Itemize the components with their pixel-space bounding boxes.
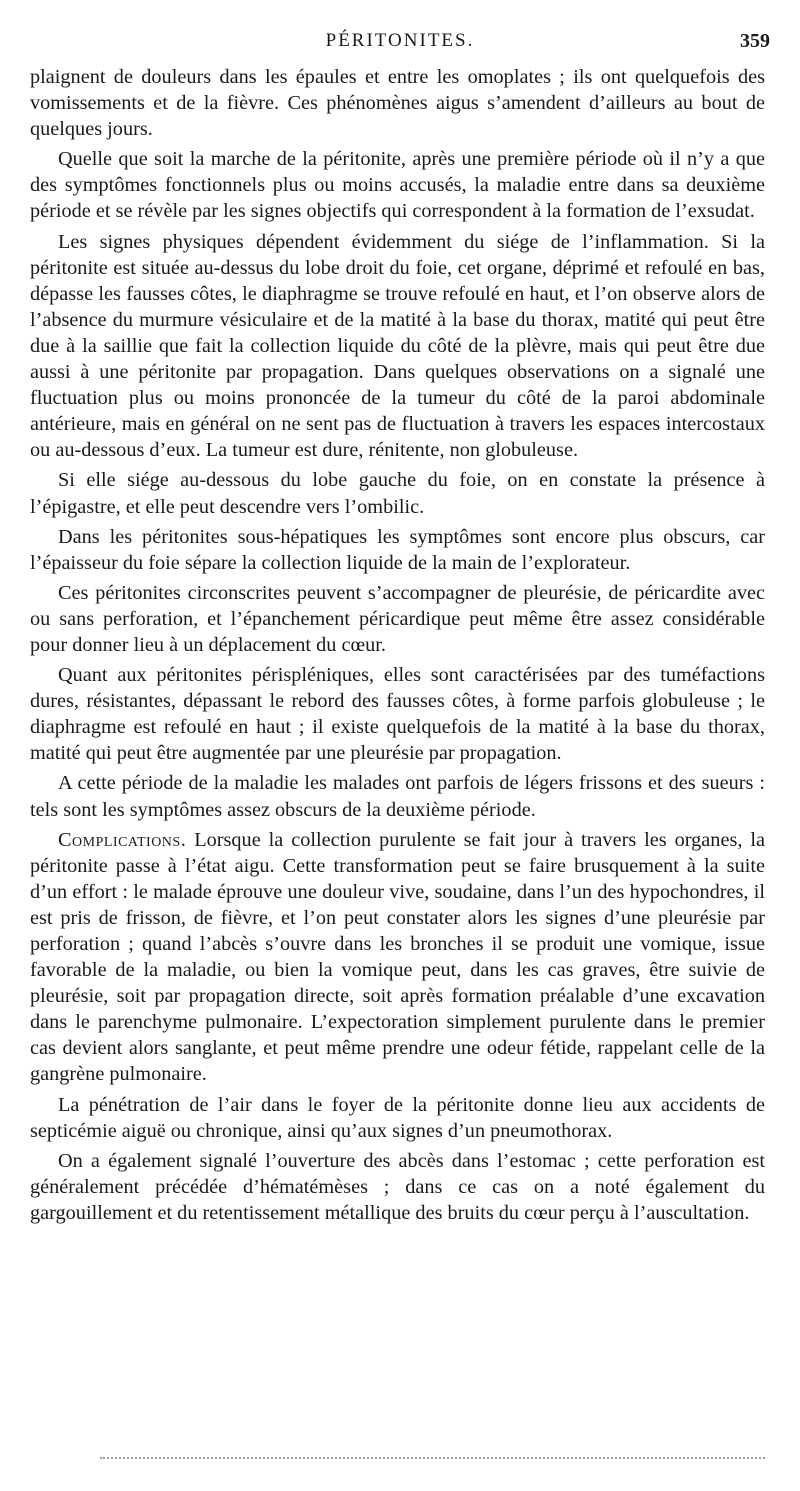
paragraph-continuation: plaignent de douleurs dans les épaules et entre les omoplates ; ils ont quelquefois des vomissements et de la fièvre. Ces phénomènes aigus s’amendent d’ailleurs au bout de quelques jours.: [30, 66, 765, 141]
paragraph-second-period: A cette période de la maladie les malades ont parfois de légers frissons et des sueurs : tels sont les symptômes assez obscurs de la deuxième période.: [30, 772, 765, 821]
paragraph-complications: [30, 827, 765, 1088]
paragraph-circumscribed: Ces péritonites circonscrites peuvent s’accompagner de pleurésie, de péricardite avec ou sans perforation, et l’épanchement péricardique peut même être assez considérable pour donner lieu à un déplacement du cœur.: [30, 581, 765, 656]
body-text: [30, 64, 765, 1230]
complications-heading: Complications.: [58, 828, 187, 851]
paragraph-course-of-disease: Quelle que soit la marche de la péritonite, après une première période où il n’y a que des symptômes fonctionnels plus ou moins accusés, la maladie entre dans sa deuxième période et se révèle par les signes objectifs qui correspondent à la formation de l’exsudat.: [30, 148, 765, 223]
complications-text: Lorsque la collection purulente se fait jour à travers les organes, la péritonite passe à l’état aigu. Cette transformation peut se faire brusquement à la suite d’un effort : le malade éprouve une douleur vive, soudaine, dans l’un des hypochondres, il est pris de frisson, de fièvre, et l’on peut constater alors les signes d’une pleurésie par perforation ; quand l’abcès s’ouvre dans les bronches il se produit une vomique, issue favorable de la maladie, ou bien la vomique peut, dans les cas graves, être suivie de pleurésie, soit par propagation directe, soit après formation préalable d’une excavation dans le parenchyme pulmonaire. L’expectoration simplement purulente dans le premier cas devient alors sanglante, et peut même prendre une odeur fétide, rappelant celle de la gangrène pulmonaire.: [30, 828, 765, 1086]
paragraph-subhepatic: Dans les péritonites sous-hépatiques les symptômes sont encore plus obscurs, car l’épaisseur du foie sépare la collection liquide de la main de l’explorateur.: [30, 525, 765, 574]
paragraph-physical-signs: Les signes physiques dépendent évidemment du siége de l’inflammation. Si la péritonite est située au-dessus du lobe droit du foie, cet organe, déprimé et refoulé en bas, dépasse les fausses côtes, le diaphragme se trouve refoulé en haut, et l’on observe alors de l’absence du murmure vésiculaire et de la matité à la base du thorax, matité qui peut être due à la saillie que fait la collection liquide du côté de la plèvre, mais qui peut être due aussi à une péritonite par propagation. Dans quelques observations on a signalé une fluctuation plus ou moins prononcée de la tumeur du côté de la paroi abdominale antérieure, mais en général on ne sent pas de fluctuation à travers les espaces intercostaux ou au-dessous d’eux. La tumeur est dure, rénitente, non globuleuse.: [30, 230, 765, 462]
running-head: [30, 30, 770, 56]
paragraph-perisplenic: Quant aux péritonites périspléniques, elles sont caractérisées par des tuméfactions dures, résistantes, dépassant le rebord des fausses côtes, à forme parfois globuleuse ; le diaphragme est refoulé en haut ; il existe quelquefois de la matité à la base du thorax, matité qui peut être augmentée par une pleurésie par propagation.: [30, 664, 765, 765]
footer-rule: [100, 1457, 765, 1459]
page-number: 359: [740, 30, 770, 52]
running-title: PÉRITONITES.: [325, 30, 475, 51]
paragraph-left-lobe: Si elle siége au-dessous du lobe gauche du foie, on en constate la présence à l’épigastre, et elle peut descendre vers l’ombilic.: [30, 469, 765, 518]
paragraph-air-penetration: La pénétration de l’air dans le foyer de la péritonite donne lieu aux accidents de septicémie aiguë ou chronique, ainsi qu’aux signes d’un pneumothorax.: [30, 1093, 765, 1142]
paragraph-stomach-opening: On a également signalé l’ouverture des abcès dans l’estomac ; cette perforation est généralement précédée d’hématémèses ; dans ce cas on a noté également du gargouillement et du retentissement métallique des bruits du cœur perçu à l’auscultation.: [30, 1149, 765, 1224]
